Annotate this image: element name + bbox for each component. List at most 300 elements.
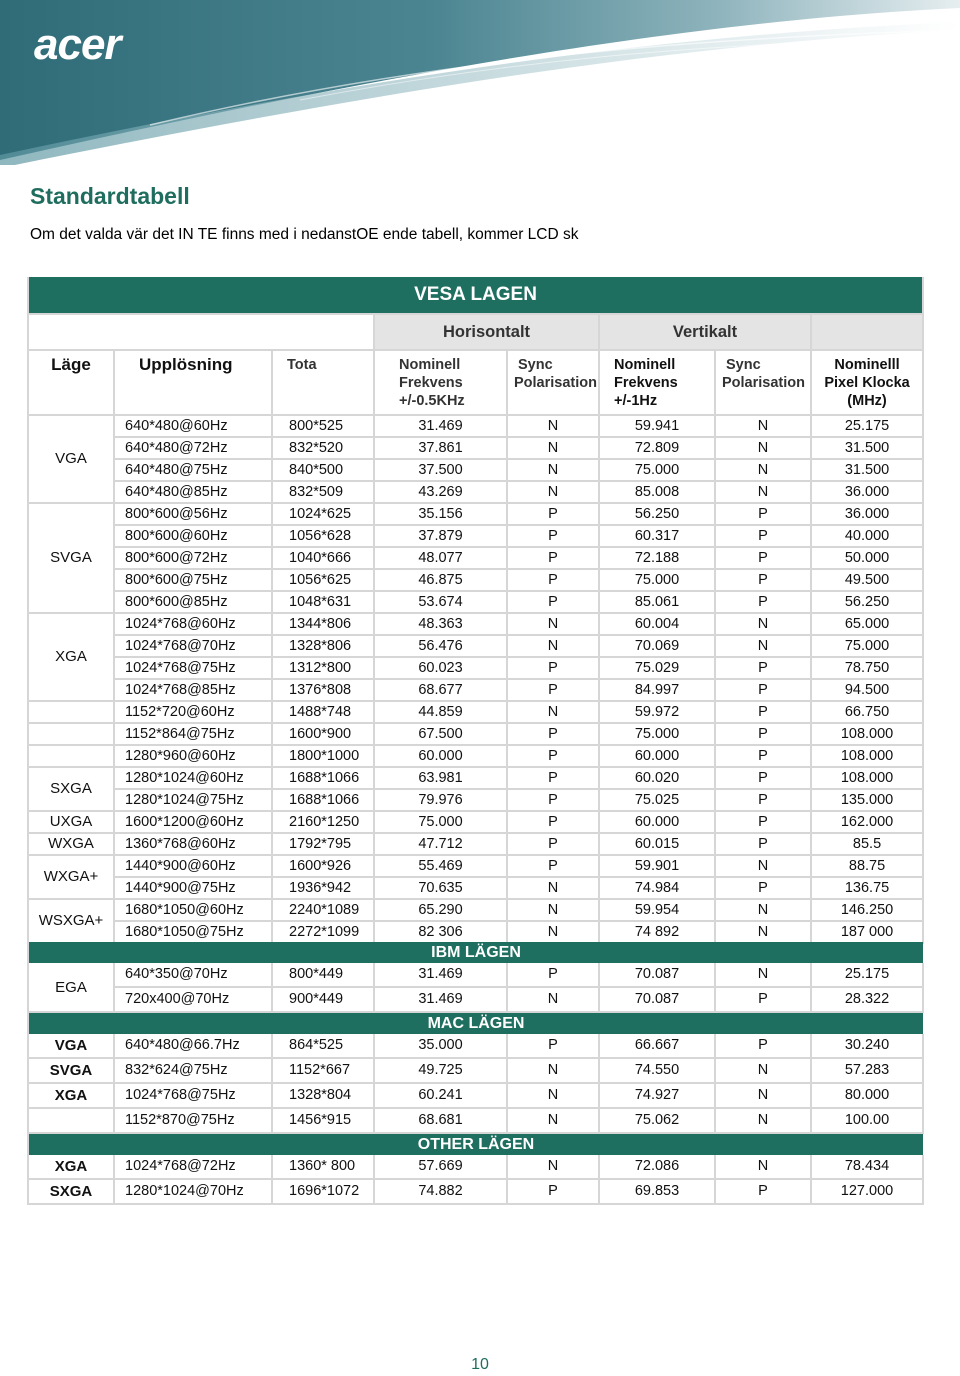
page-number: 10: [471, 1356, 489, 1373]
pixel-clock-cell: 75.000: [811, 635, 923, 657]
resolution-cell: 1024*768@75Hz: [114, 657, 272, 679]
pixel-clock-cell: 28.322: [811, 987, 923, 1012]
v-sync-cell: P: [715, 1034, 811, 1058]
other-modes-table: [27, 942, 924, 1205]
total-cell: 1048*631: [272, 591, 374, 613]
h-freq-cell: 37.861: [374, 437, 507, 459]
h-freq-cell: 68.681: [374, 1108, 507, 1133]
resolution-cell: 1680*1050@60Hz: [114, 899, 272, 921]
pixel-clock-cell: 31.500: [811, 437, 923, 459]
v-freq-cell: 59.972: [599, 701, 715, 723]
mode-cell: WSXGA+: [28, 899, 114, 943]
table-row: [28, 525, 923, 547]
v-sync-cell: N: [715, 963, 811, 987]
total-cell: 1328*806: [272, 635, 374, 657]
pixel-clock-cell: 146.250: [811, 899, 923, 921]
mode-cell: [28, 701, 114, 723]
v-freq-cell: 60.000: [599, 745, 715, 767]
h-freq-cell: 56.476: [374, 635, 507, 657]
resolution-cell: 1440*900@60Hz: [114, 855, 272, 877]
mode-cell: SXGA: [28, 1179, 114, 1204]
mode-cell: UXGA: [28, 811, 114, 833]
v-sync-cell: P: [715, 877, 811, 899]
mode-cell: XGA: [28, 613, 114, 701]
mode-cell: EGA: [28, 963, 114, 1012]
v-sync-cell: P: [715, 1179, 811, 1204]
mode-column-header: Läge: [28, 350, 114, 415]
v-freq-cell: 74 892: [599, 921, 715, 943]
h-sync-cell: N: [507, 459, 599, 481]
h-sync-cell: P: [507, 833, 599, 855]
pixel-clock-cell: 36.000: [811, 503, 923, 525]
h-freq-cell: 74.882: [374, 1179, 507, 1204]
total-cell: 1688*1066: [272, 789, 374, 811]
v-sync-cell: N: [715, 1155, 811, 1179]
table-row: [28, 1155, 923, 1179]
resolution-cell: 640*480@75Hz: [114, 459, 272, 481]
h-sync-cell: N: [507, 635, 599, 657]
h-freq-cell: 43.269: [374, 481, 507, 503]
pixel-clock-cell: 135.000: [811, 789, 923, 811]
resolution-cell: 800*600@85Hz: [114, 591, 272, 613]
h-sync-cell: P: [507, 591, 599, 613]
pixel-clock-cell: 25.175: [811, 415, 923, 437]
mode-cell: SVGA: [28, 503, 114, 613]
pixel-clock-cell: 127.000: [811, 1179, 923, 1204]
pixel-clock-cell: 25.175: [811, 963, 923, 987]
v-freq-cell: 74.927: [599, 1083, 715, 1108]
pixel-clock-cell: 66.750: [811, 701, 923, 723]
mode-cell: VGA: [28, 1034, 114, 1058]
v-sync-cell: P: [715, 503, 811, 525]
total-cell: 832*520: [272, 437, 374, 459]
mode-cell: XGA: [28, 1155, 114, 1179]
v-freq-cell: 75.029: [599, 657, 715, 679]
h-freq-cell: 70.635: [374, 877, 507, 899]
h-sync-cell: N: [507, 415, 599, 437]
resolution-cell: 1360*768@60Hz: [114, 833, 272, 855]
resolution-cell: 640*480@66.7Hz: [114, 1034, 272, 1058]
h-freq-cell: 48.363: [374, 613, 507, 635]
v-freq-cell: 59.941: [599, 415, 715, 437]
header-spacer: [28, 314, 374, 350]
h-sync-cell: P: [507, 963, 599, 987]
h-sync-cell: N: [507, 877, 599, 899]
h-sync-cell: P: [507, 525, 599, 547]
h-freq-cell: 31.469: [374, 987, 507, 1012]
pixel-clock-cell: 108.000: [811, 767, 923, 789]
resolution-cell: 1600*1200@60Hz: [114, 811, 272, 833]
other-section-title-row: [28, 1133, 923, 1155]
pixel-clock-cell: 80.000: [811, 1083, 923, 1108]
mac-section-title: MAC LÄGEN: [28, 1012, 923, 1034]
h-freq-column-header: Nominell Frekvens +/-0.5KHz: [374, 350, 507, 415]
resolution-column-header: Upplösning: [114, 350, 272, 415]
mode-cell: XGA: [28, 1083, 114, 1108]
pixel-clock-cell: 78.434: [811, 1155, 923, 1179]
v-sync-cell: P: [715, 789, 811, 811]
v-freq-cell: 66.667: [599, 1034, 715, 1058]
h-sync-cell: N: [507, 701, 599, 723]
h-freq-cell: 31.469: [374, 415, 507, 437]
vesa-modes-table: [27, 277, 924, 944]
pixel-clock-cell: 50.000: [811, 547, 923, 569]
table-row: [28, 503, 923, 525]
pixel-clock-cell: 100.00: [811, 1108, 923, 1133]
v-sync-cell: N: [715, 921, 811, 943]
total-cell: 2240*1089: [272, 899, 374, 921]
resolution-cell: 640*480@85Hz: [114, 481, 272, 503]
resolution-cell: 1680*1050@75Hz: [114, 921, 272, 943]
vertical-group-header: Vertikalt: [599, 314, 811, 350]
total-cell: 2272*1099: [272, 921, 374, 943]
resolution-cell: 800*600@60Hz: [114, 525, 272, 547]
v-sync-cell: N: [715, 899, 811, 921]
mode-cell: WXGA: [28, 833, 114, 855]
table-row: [28, 613, 923, 635]
table-row: [28, 789, 923, 811]
resolution-cell: 800*600@72Hz: [114, 547, 272, 569]
pixel-clock-column-header: Nominelll Pixel Klocka (MHz): [811, 350, 923, 415]
total-cell: 2160*1250: [272, 811, 374, 833]
resolution-cell: 1440*900@75Hz: [114, 877, 272, 899]
resolution-cell: 1152*864@75Hz: [114, 723, 272, 745]
total-cell: 1696*1072: [272, 1179, 374, 1204]
pixel-clock-cell: 88.75: [811, 855, 923, 877]
v-sync-cell: N: [715, 635, 811, 657]
resolution-cell: 1280*1024@75Hz: [114, 789, 272, 811]
table-row: [28, 591, 923, 613]
h-freq-cell: 68.677: [374, 679, 507, 701]
total-cell: 1376*808: [272, 679, 374, 701]
table-row: [28, 657, 923, 679]
resolution-cell: 1024*768@70Hz: [114, 635, 272, 657]
v-freq-cell: 70.069: [599, 635, 715, 657]
v-freq-cell: 72.086: [599, 1155, 715, 1179]
h-freq-cell: 48.077: [374, 547, 507, 569]
total-cell: 1488*748: [272, 701, 374, 723]
h-sync-cell: N: [507, 921, 599, 943]
v-sync-cell: N: [715, 459, 811, 481]
mode-cell: WXGA+: [28, 855, 114, 899]
h-sync-cell: P: [507, 503, 599, 525]
h-sync-cell: P: [507, 745, 599, 767]
h-sync-column-header: Sync Polarisation: [507, 350, 599, 415]
v-freq-cell: 59.901: [599, 855, 715, 877]
table-row: [28, 1083, 923, 1108]
total-cell: 1936*942: [272, 877, 374, 899]
v-freq-cell: 72.809: [599, 437, 715, 459]
v-sync-cell: P: [715, 833, 811, 855]
h-freq-cell: 31.469: [374, 963, 507, 987]
table-row: [28, 899, 923, 921]
resolution-cell: 640*480@72Hz: [114, 437, 272, 459]
v-freq-cell: 69.853: [599, 1179, 715, 1204]
v-sync-cell: N: [715, 437, 811, 459]
table-row: [28, 437, 923, 459]
mac-section-title-row: [28, 1012, 923, 1034]
resolution-cell: 1280*960@60Hz: [114, 745, 272, 767]
page-subtitle: Om det valda vär det IN TE finns med i nedanstOE ende tabell, kommer LCD sk: [30, 226, 579, 243]
total-cell: 1600*926: [272, 855, 374, 877]
table-row: [28, 1108, 923, 1133]
table-row: [28, 679, 923, 701]
v-freq-cell: 74.984: [599, 877, 715, 899]
total-cell: 800*449: [272, 963, 374, 987]
h-freq-cell: 60.000: [374, 745, 507, 767]
h-freq-cell: 44.859: [374, 701, 507, 723]
h-freq-cell: 60.241: [374, 1083, 507, 1108]
v-sync-cell: P: [715, 767, 811, 789]
table-row: [28, 745, 923, 767]
pixel-clock-cell: 136.75: [811, 877, 923, 899]
mode-cell: [28, 1108, 114, 1133]
total-cell: 1456*915: [272, 1108, 374, 1133]
resolution-cell: 1280*1024@70Hz: [114, 1179, 272, 1204]
total-cell: 1344*806: [272, 613, 374, 635]
h-sync-cell: P: [507, 1179, 599, 1204]
h-sync-cell: P: [507, 657, 599, 679]
total-cell: 840*500: [272, 459, 374, 481]
resolution-cell: 800*600@75Hz: [114, 569, 272, 591]
v-sync-cell: N: [715, 481, 811, 503]
resolution-cell: 640*350@70Hz: [114, 963, 272, 987]
resolution-cell: 1280*1024@60Hz: [114, 767, 272, 789]
h-freq-cell: 57.669: [374, 1155, 507, 1179]
pixel-clock-cell: 78.750: [811, 657, 923, 679]
v-freq-cell: 60.004: [599, 613, 715, 635]
pixel-clock-cell: 108.000: [811, 745, 923, 767]
resolution-cell: 1152*870@75Hz: [114, 1108, 272, 1133]
v-freq-cell: 60.000: [599, 811, 715, 833]
v-freq-cell: 59.954: [599, 899, 715, 921]
pixel-group-header: [811, 314, 923, 350]
v-sync-cell: P: [715, 569, 811, 591]
table-row: [28, 723, 923, 745]
mode-cell: [28, 745, 114, 767]
v-freq-cell: 75.025: [599, 789, 715, 811]
resolution-cell: 800*600@56Hz: [114, 503, 272, 525]
pixel-clock-cell: 85.5: [811, 833, 923, 855]
v-freq-cell: 60.015: [599, 833, 715, 855]
h-sync-cell: N: [507, 437, 599, 459]
h-sync-cell: N: [507, 481, 599, 503]
total-column-header: Tota: [272, 350, 374, 415]
h-sync-cell: N: [507, 1083, 599, 1108]
h-freq-cell: 65.290: [374, 899, 507, 921]
resolution-cell: 720x400@70Hz: [114, 987, 272, 1012]
table-row: [28, 569, 923, 591]
h-sync-cell: N: [507, 1058, 599, 1083]
v-freq-cell: 70.087: [599, 963, 715, 987]
v-freq-cell: 70.087: [599, 987, 715, 1012]
pixel-clock-cell: 108.000: [811, 723, 923, 745]
h-freq-cell: 35.156: [374, 503, 507, 525]
pixel-clock-cell: 31.500: [811, 459, 923, 481]
h-freq-cell: 67.500: [374, 723, 507, 745]
resolution-cell: 832*624@75Hz: [114, 1058, 272, 1083]
total-cell: 1040*666: [272, 547, 374, 569]
other-section-title: OTHER LÄGEN: [28, 1133, 923, 1155]
total-cell: 1328*804: [272, 1083, 374, 1108]
h-sync-cell: P: [507, 569, 599, 591]
total-cell: 900*449: [272, 987, 374, 1012]
table-row: [28, 987, 923, 1012]
total-cell: 1312*800: [272, 657, 374, 679]
h-freq-cell: 49.725: [374, 1058, 507, 1083]
h-freq-cell: 47.712: [374, 833, 507, 855]
v-sync-cell: N: [715, 855, 811, 877]
h-sync-cell: N: [507, 613, 599, 635]
v-sync-cell: P: [715, 987, 811, 1012]
v-sync-cell: N: [715, 1058, 811, 1083]
v-freq-cell: 72.188: [599, 547, 715, 569]
h-freq-cell: 55.469: [374, 855, 507, 877]
v-sync-cell: P: [715, 525, 811, 547]
h-freq-cell: 46.875: [374, 569, 507, 591]
h-freq-cell: 82 306: [374, 921, 507, 943]
table-row: [28, 1034, 923, 1058]
pixel-clock-cell: 57.283: [811, 1058, 923, 1083]
total-cell: 1688*1066: [272, 767, 374, 789]
v-freq-cell: 75.000: [599, 723, 715, 745]
total-cell: 832*509: [272, 481, 374, 503]
table-row: [28, 701, 923, 723]
pixel-clock-cell: 56.250: [811, 591, 923, 613]
v-sync-cell: N: [715, 1108, 811, 1133]
v-sync-cell: P: [715, 679, 811, 701]
pixel-clock-cell: 40.000: [811, 525, 923, 547]
h-freq-cell: 79.976: [374, 789, 507, 811]
v-freq-cell: 75.000: [599, 459, 715, 481]
vesa-section-title: VESA LAGEN: [28, 277, 923, 314]
v-sync-cell: N: [715, 415, 811, 437]
table-row: [28, 1058, 923, 1083]
h-sync-cell: P: [507, 547, 599, 569]
table-row: [28, 855, 923, 877]
h-freq-cell: 35.000: [374, 1034, 507, 1058]
table-row: [28, 1179, 923, 1204]
table-row: [28, 459, 923, 481]
total-cell: 1152*667: [272, 1058, 374, 1083]
total-cell: 1056*625: [272, 569, 374, 591]
v-freq-cell: 85.008: [599, 481, 715, 503]
mode-cell: SXGA: [28, 767, 114, 811]
h-freq-cell: 37.500: [374, 459, 507, 481]
total-cell: 1360* 800: [272, 1155, 374, 1179]
v-freq-cell: 85.061: [599, 591, 715, 613]
h-sync-cell: P: [507, 789, 599, 811]
mode-cell: [28, 723, 114, 745]
total-cell: 1056*628: [272, 525, 374, 547]
v-sync-cell: P: [715, 701, 811, 723]
v-sync-cell: P: [715, 811, 811, 833]
table-row: [28, 877, 923, 899]
v-freq-cell: 74.550: [599, 1058, 715, 1083]
v-sync-cell: P: [715, 591, 811, 613]
v-sync-cell: P: [715, 547, 811, 569]
table-row: [28, 547, 923, 569]
h-freq-cell: 37.879: [374, 525, 507, 547]
h-freq-cell: 75.000: [374, 811, 507, 833]
v-freq-cell: 56.250: [599, 503, 715, 525]
pixel-clock-cell: 30.240: [811, 1034, 923, 1058]
h-sync-cell: N: [507, 1108, 599, 1133]
h-sync-cell: P: [507, 811, 599, 833]
mode-cell: SVGA: [28, 1058, 114, 1083]
pixel-clock-cell: 36.000: [811, 481, 923, 503]
pixel-clock-cell: 49.500: [811, 569, 923, 591]
table-row: [28, 767, 923, 789]
resolution-cell: 1024*768@72Hz: [114, 1155, 272, 1179]
horizontal-group-header: Horisontalt: [374, 314, 599, 350]
h-freq-cell: 60.023: [374, 657, 507, 679]
v-sync-cell: P: [715, 745, 811, 767]
pixel-clock-cell: 187 000: [811, 921, 923, 943]
resolution-cell: 1024*768@75Hz: [114, 1083, 272, 1108]
v-sync-column-header: Sync Polarisation: [715, 350, 811, 415]
h-freq-cell: 53.674: [374, 591, 507, 613]
mode-cell: VGA: [28, 415, 114, 503]
v-freq-cell: 75.000: [599, 569, 715, 591]
page-title: Standardtabell: [30, 183, 190, 209]
h-sync-cell: P: [507, 767, 599, 789]
v-freq-cell: 60.020: [599, 767, 715, 789]
pixel-clock-cell: 65.000: [811, 613, 923, 635]
ibm-section-title: IBM LÄGEN: [28, 942, 923, 963]
v-sync-cell: N: [715, 613, 811, 635]
pixel-clock-cell: 94.500: [811, 679, 923, 701]
h-sync-cell: P: [507, 1034, 599, 1058]
table-row: [28, 811, 923, 833]
resolution-cell: 640*480@60Hz: [114, 415, 272, 437]
v-sync-cell: P: [715, 657, 811, 679]
h-sync-cell: P: [507, 679, 599, 701]
acer-header-banner: [0, 0, 960, 165]
total-cell: 864*525: [272, 1034, 374, 1058]
table-row: [28, 635, 923, 657]
resolution-cell: 1024*768@85Hz: [114, 679, 272, 701]
v-freq-cell: 75.062: [599, 1108, 715, 1133]
table-row: [28, 481, 923, 503]
table-row: [28, 963, 923, 987]
h-sync-cell: N: [507, 1155, 599, 1179]
v-freq-cell: 60.317: [599, 525, 715, 547]
h-sync-cell: N: [507, 899, 599, 921]
total-cell: 1600*900: [272, 723, 374, 745]
resolution-cell: 1024*768@60Hz: [114, 613, 272, 635]
h-sync-cell: P: [507, 723, 599, 745]
pixel-clock-cell: 162.000: [811, 811, 923, 833]
table-row: [28, 921, 923, 943]
table-row: [28, 833, 923, 855]
table-row: [28, 415, 923, 437]
v-sync-cell: N: [715, 1083, 811, 1108]
total-cell: 1792*795: [272, 833, 374, 855]
h-sync-cell: P: [507, 855, 599, 877]
h-sync-cell: N: [507, 987, 599, 1012]
total-cell: 1800*1000: [272, 745, 374, 767]
v-freq-column-header: Nominell Frekvens +/-1Hz: [599, 350, 715, 415]
v-sync-cell: P: [715, 723, 811, 745]
total-cell: 1024*625: [272, 503, 374, 525]
h-freq-cell: 63.981: [374, 767, 507, 789]
acer-logo: acer: [34, 20, 121, 69]
v-freq-cell: 84.997: [599, 679, 715, 701]
total-cell: 800*525: [272, 415, 374, 437]
resolution-cell: 1152*720@60Hz: [114, 701, 272, 723]
ibm-section-title-row: [28, 942, 923, 963]
